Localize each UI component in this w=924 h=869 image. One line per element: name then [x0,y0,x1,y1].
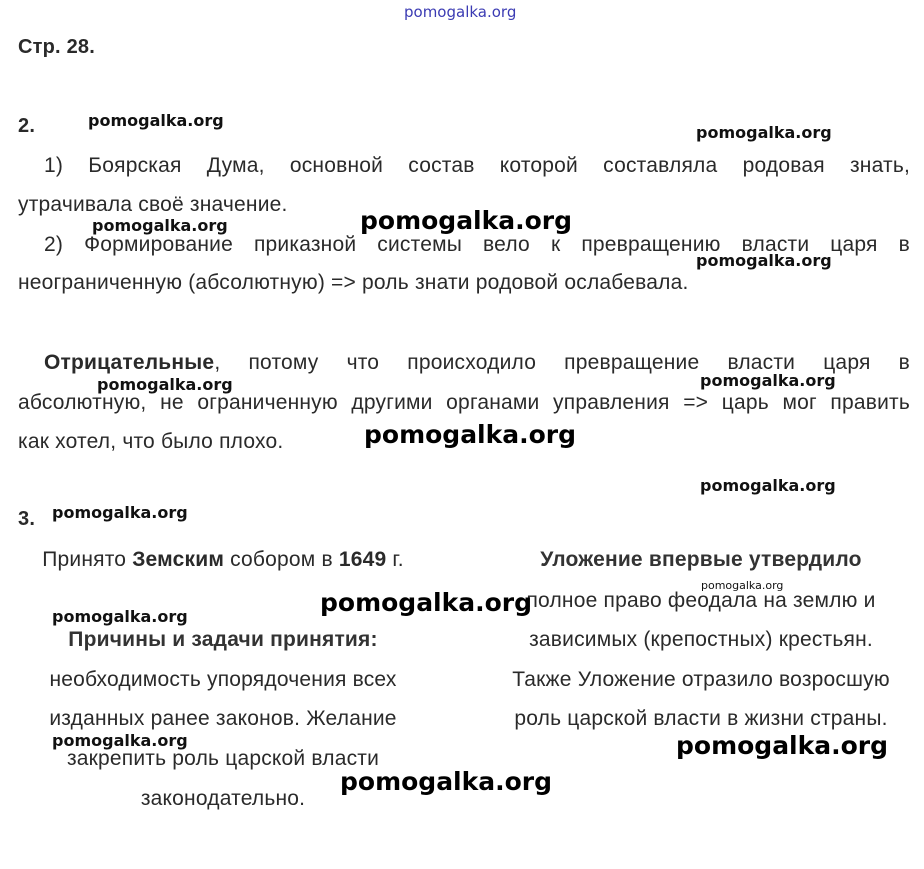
task-3-right-line: полное право феодала на землю и [526,589,876,612]
watermark: pomogalka.org [676,731,889,760]
watermark: pomogalka.org [340,767,553,796]
task-2-p3-line3: как хотел, что было плохо. [18,430,284,453]
watermark: pomogalka.org [97,375,233,394]
watermark: pomogalka.org [364,420,577,449]
task-2-p2-line2: неограниченную (абсолютную) => роль знати родовой ослабевала. [18,271,689,294]
task-3-left-line: изданных ранее законов. Желание [49,707,397,730]
task-2-p1-line1: 1) Боярская Дума, основной состав которой составляла родовая знать, [44,154,910,177]
task-2-p3-line1-rest: , потому что происходило превращение власти царя в [214,351,910,374]
watermark: pomogalka.org [696,123,832,142]
task-3-left-intro: Принято Земским собором в 1649 г. [42,548,404,571]
watermark: pomogalka.org [320,588,533,617]
watermark: pomogalka.org [360,206,573,235]
watermark: pomogalka.org [52,731,188,750]
task-3-left-heading: Причины и задачи принятия: [68,628,378,651]
watermark: pomogalka.org [696,251,832,270]
task-3-right-line: роль царской власти в жизни страны. [514,707,888,730]
task-2-p2-line1: 2) Формирование приказной системы вело к превращению власти царя в [44,233,910,256]
watermark: pomogalka.org [700,476,836,495]
watermark: pomogalka.org [92,216,228,235]
task-3-right-line: зависимых (крепостных) крестьян. [529,628,873,651]
watermark: pomogalka.org [700,371,836,390]
task-3-left-line: необходимость упорядочения всех [49,668,397,691]
page-reference: Стр. 28. [18,36,95,58]
watermark: pomogalka.org [52,607,188,626]
watermark: pomogalka.org [88,111,224,130]
task-3-right-line: Также Уложение отразило возросшую [512,668,890,691]
site-watermark-top: pomogalka.org [404,3,517,21]
task-3-number: 3. [18,508,36,530]
task-2-p3-bold: Отрицательные [44,351,215,374]
watermark: pomogalka.org [52,503,188,522]
task-3-left-line: закрепить роль царской власти [66,747,380,770]
task-2-number: 2. [18,115,36,137]
task-2-p1-line2: утрачивала своё значение. [18,193,288,216]
task-2-p3-line2: абсолютную, не ограниченную другими органами управления => царь мог править [18,391,910,414]
task-3-right-heading: Уложение впервые утвердило [540,548,862,571]
task-3-left-line: законодательно. [140,787,306,810]
watermark: pomogalka.org [701,579,784,592]
